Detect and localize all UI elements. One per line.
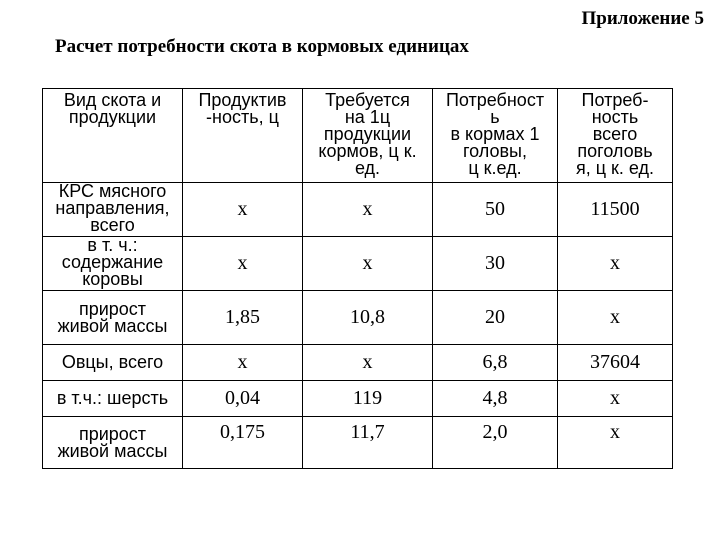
row-name: прирост живой массы <box>43 417 183 469</box>
table-row <box>43 417 673 469</box>
header-need-per-head: Потребност ь в кормах 1 головы, ц к.ед. <box>433 89 558 183</box>
cell-feed-per-unit: 119 <box>303 381 433 417</box>
table-row <box>43 381 673 417</box>
cell-productivity: 0,04 <box>183 381 303 417</box>
cell-productivity: 0,175 <box>183 417 303 469</box>
cell-productivity: 1,85 <box>183 291 303 345</box>
cell-per-head: 4,8 <box>433 381 558 417</box>
cell-per-head: 2,0 <box>433 417 558 469</box>
cell-productivity: х <box>183 237 303 291</box>
cell-total: 37604 <box>558 345 673 381</box>
cell-total: х <box>558 417 673 469</box>
row-name: Овцы, всего <box>43 345 183 381</box>
cell-total: х <box>558 381 673 417</box>
cell-feed-per-unit: 10,8 <box>303 291 433 345</box>
row-name: в т. ч.: содержание коровы <box>43 237 183 291</box>
table-row <box>43 237 673 291</box>
cell-per-head: 50 <box>433 183 558 237</box>
cell-productivity: х <box>183 345 303 381</box>
row-name: в т.ч.: шерсть <box>43 381 183 417</box>
cell-feed-per-unit: х <box>303 237 433 291</box>
row-name: прирост живой массы <box>43 291 183 345</box>
row-name: КРС мясного направления, всего <box>43 183 183 237</box>
cell-feed-per-unit: 11,7 <box>303 417 433 469</box>
cell-productivity: х <box>183 183 303 237</box>
header-need-total: Потреб- ность всего поголовь я, ц к. ед. <box>558 89 673 183</box>
table-row <box>43 291 673 345</box>
feed-requirements-table <box>42 88 673 469</box>
cell-total: х <box>558 291 673 345</box>
cell-total: 11500 <box>558 183 673 237</box>
table-header-row <box>43 89 673 183</box>
cell-feed-per-unit: х <box>303 345 433 381</box>
table-row <box>43 183 673 237</box>
header-productivity: Продуктив -ность, ц <box>183 89 303 183</box>
header-livestock-type: Вид скота и продукции <box>43 89 183 183</box>
appendix-label: Приложение 5 <box>581 8 704 29</box>
cell-per-head: 30 <box>433 237 558 291</box>
cell-total: х <box>558 237 673 291</box>
cell-per-head: 6,8 <box>433 345 558 381</box>
document-title: Расчет потребности скота в кормовых единицах <box>55 36 469 57</box>
cell-feed-per-unit: х <box>303 183 433 237</box>
table-row <box>43 345 673 381</box>
header-feed-per-unit: Требуется на 1ц продукции кормов, ц к. ед. <box>303 89 433 183</box>
cell-per-head: 20 <box>433 291 558 345</box>
